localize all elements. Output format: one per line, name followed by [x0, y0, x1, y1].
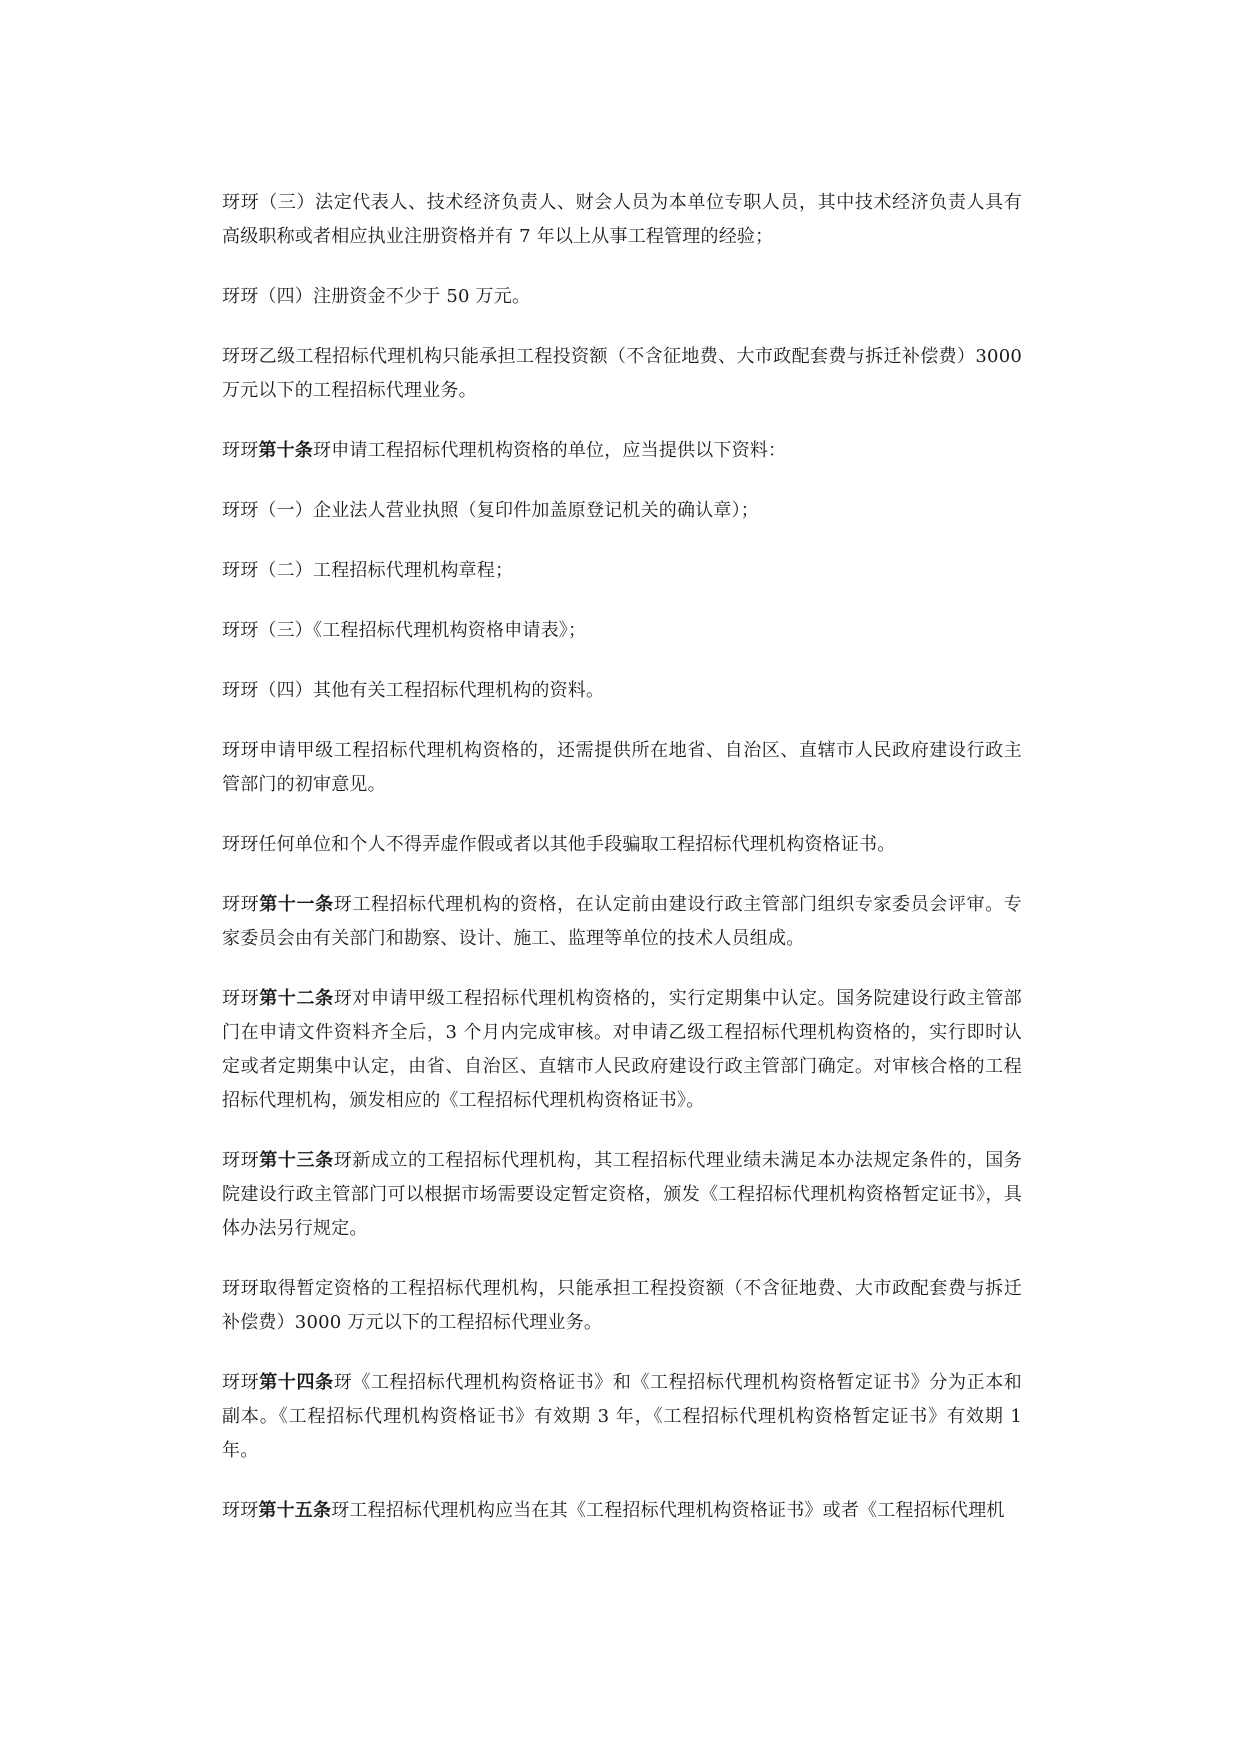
article-number: 第十一条	[259, 894, 334, 915]
paragraph-10	[222, 828, 1022, 862]
paragraph-prefix: 玡玡	[222, 1278, 260, 1299]
article-separator: 玡	[313, 440, 332, 461]
article-12	[222, 982, 1022, 1118]
paragraph-prefix: 玡玡	[222, 1372, 260, 1393]
paragraph-prefix: 玡玡	[222, 894, 260, 915]
article-number: 第十条	[258, 440, 314, 461]
paragraph-prefix: 玡玡	[222, 346, 259, 367]
paragraph-prefix: 玡玡	[222, 440, 259, 461]
paragraph-prefix: 玡玡	[222, 988, 260, 1009]
paragraph-1	[222, 186, 1022, 254]
document-body	[222, 186, 1022, 1554]
paragraph-text: （三）法定代表人、技术经济负责人、财会人员为本单位专职人员，其中技术经济负责人具有高级职称或者相应执业注册资格并有 7 年以上从事工程管理的经验；	[222, 192, 1022, 247]
paragraph-prefix: 玡玡	[222, 1150, 260, 1171]
paragraph-text: 工程招标代理机构的资格，在认定前由建设行政主管部门组织专家委员会评审。专家委员会由有关部门和勘察、设计、施工、监理等单位的技术人员组成。	[222, 894, 1023, 949]
article-14	[222, 1366, 1022, 1468]
paragraph-text: （一）企业法人营业执照（复印件加盖原登记机关的确认章）；	[258, 500, 760, 521]
paragraph-text: 申请甲级工程招标代理机构资格的，还需提供所在地省、自治区、直辖市人民政府建设行政主管部门的初审意见。	[222, 740, 1022, 795]
article-13	[222, 1144, 1022, 1246]
article-number: 第十四条	[259, 1372, 334, 1393]
paragraph-text: 乙级工程招标代理机构只能承担工程投资额（不含征地费、大市政配套费与拆迁补偿费）3000 万元以下的工程招标代理业务。	[222, 346, 1023, 401]
paragraph-text: 对申请甲级工程招标代理机构资格的，实行定期集中认定。国务院建设行政主管部门在申请文件资料齐全后，3 个月内完成审核。对申请乙级工程招标代理机构资格的，实行即时认定或者定期集中认定，由省、自治区、直辖市人民政府建设行政主管部门确定。对审核合格的工程招标代理机构，颁发相应的《工程招标代理机构资格证书》。	[222, 988, 1023, 1111]
paragraph-text: （四）其他有关工程招标代理机构的资料。	[258, 680, 605, 701]
article-separator: 玡	[333, 988, 353, 1009]
paragraph-prefix: 玡玡	[222, 560, 259, 581]
paragraph-text: （二）工程招标代理机构章程；	[258, 560, 514, 581]
article-15	[222, 1494, 1022, 1528]
paragraph-6	[222, 554, 1022, 588]
article-number: 第十三条	[259, 1150, 334, 1171]
paragraph-prefix: 玡玡	[222, 620, 259, 641]
paragraph-text: 任何单位和个人不得弄虚作假或者以其他手段骗取工程招标代理机构资格证书。	[258, 834, 896, 855]
article-separator: 玡	[333, 894, 353, 915]
paragraph-2	[222, 280, 1022, 314]
paragraph-text: 《工程招标代理机构资格证书》和《工程招标代理机构资格暂定证书》分为正本和副本。《工程招标代理机构资格证书》有效期 3 年，《工程招标代理机构资格暂定证书》有效期 1 年。	[222, 1372, 1023, 1461]
article-separator: 玡	[333, 1372, 353, 1393]
paragraph-9	[222, 734, 1022, 802]
paragraph-text: 工程招标代理机构应当在其《工程招标代理机构资格证书》或者《工程招标代理机	[349, 1500, 1005, 1521]
article-separator: 玡	[333, 1150, 353, 1171]
paragraph-prefix: 玡玡	[222, 1500, 259, 1521]
paragraph-prefix: 玡玡	[222, 740, 260, 761]
paragraph-text: 申请工程招标代理机构资格的单位，应当提供以下资料：	[331, 440, 787, 461]
paragraph-text: （四）注册资金不少于 50 万元。	[258, 286, 531, 307]
paragraph-5	[222, 494, 1022, 528]
paragraph-text: （三）《工程招标代理机构资格申请表》；	[258, 620, 587, 641]
paragraph-7	[222, 614, 1022, 648]
paragraph-prefix: 玡玡	[222, 500, 259, 521]
article-10	[222, 434, 1022, 468]
paragraph-prefix: 玡玡	[222, 680, 259, 701]
paragraph-text: 取得暂定资格的工程招标代理机构，只能承担工程投资额（不含征地费、大市政配套费与拆迁补偿费）3000 万元以下的工程招标代理业务。	[222, 1278, 1022, 1333]
paragraph-prefix: 玡玡	[222, 834, 259, 855]
paragraph-8	[222, 674, 1022, 708]
article-separator: 玡	[331, 1500, 350, 1521]
paragraph-3	[222, 340, 1022, 408]
paragraph-prefix: 玡玡	[222, 192, 260, 213]
article-11	[222, 888, 1022, 956]
paragraph-14	[222, 1272, 1022, 1340]
article-number: 第十二条	[259, 988, 334, 1009]
paragraph-prefix: 玡玡	[222, 286, 259, 307]
paragraph-text: 新成立的工程招标代理机构，其工程招标代理业绩未满足本办法规定条件的，国务院建设行政主管部门可以根据市场需要设定暂定资格，颁发《工程招标代理机构资格暂定证书》，具体办法另行规定。	[222, 1150, 1023, 1239]
article-number: 第十五条	[258, 1500, 332, 1521]
